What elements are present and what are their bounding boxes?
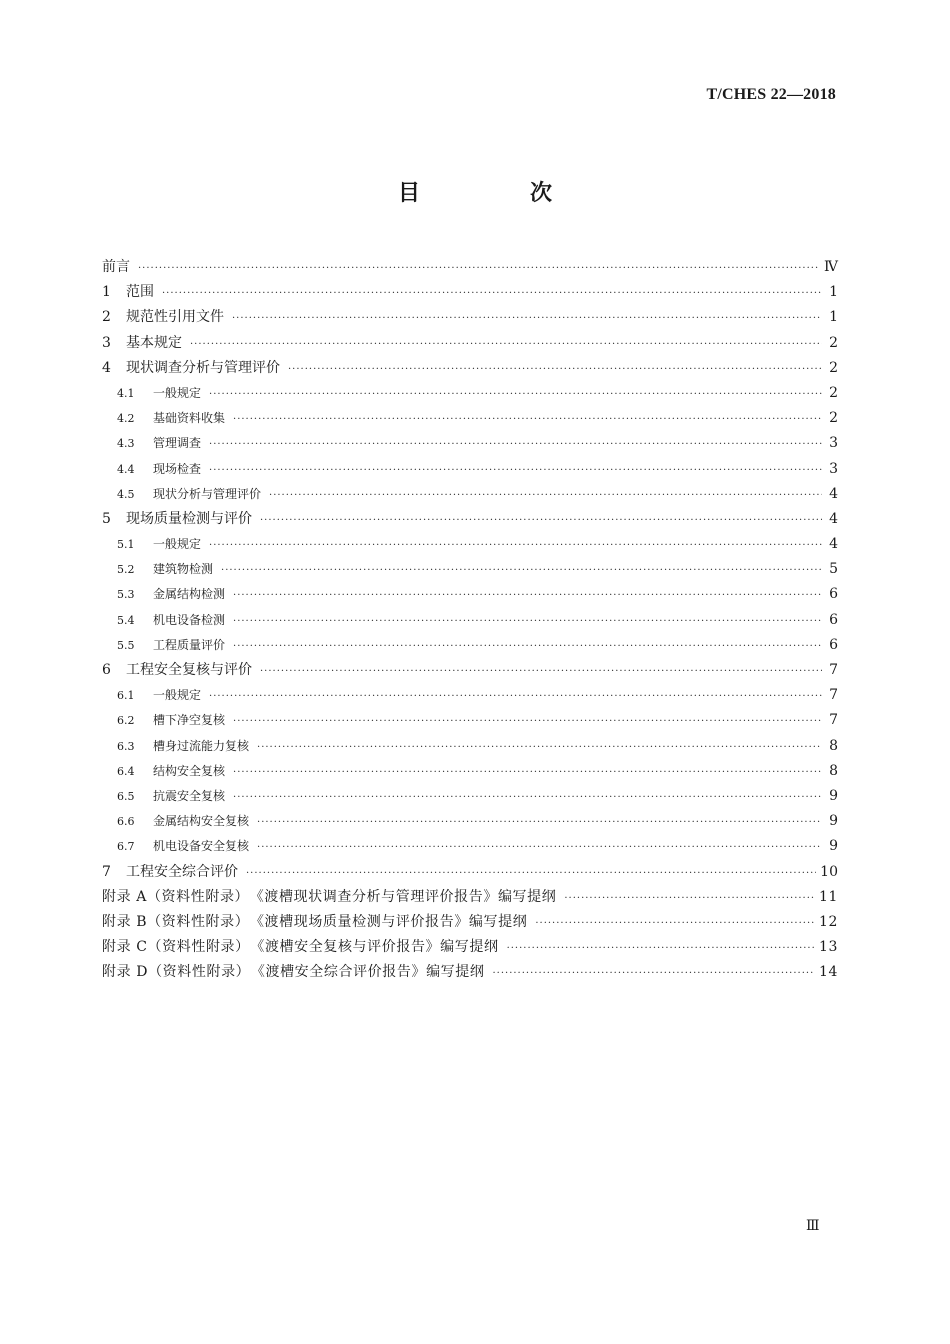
toc-entry[interactable]: [102, 482, 838, 507]
toc-entry[interactable]: [102, 557, 838, 582]
toc-entry-title: 工程安全复核与评价: [126, 662, 252, 678]
toc-entry[interactable]: [102, 784, 838, 809]
toc-dot-leader: [233, 634, 822, 659]
toc-entry[interactable]: [102, 255, 838, 280]
toc-entry-title: 现状调查分析与管理评价: [126, 359, 280, 376]
toc-entry-title: 机电设备检测: [153, 612, 226, 627]
toc-entry[interactable]: [102, 356, 838, 381]
toc-entry[interactable]: [102, 734, 838, 759]
toc-dot-leader: [209, 684, 822, 709]
toc-entry[interactable]: [102, 910, 838, 935]
toc-entry-title: 结构安全复核: [153, 763, 226, 778]
toc-entry-title: 工程质量评价: [153, 637, 226, 652]
toc-entry-page: 10: [820, 863, 838, 880]
toc-dot-leader: [233, 609, 822, 634]
toc-entry[interactable]: [102, 608, 838, 633]
toc-entry-page: 1: [829, 309, 838, 326]
toc-entry-page: 3: [829, 435, 838, 452]
toc-entry[interactable]: [102, 532, 838, 557]
toc-entry[interactable]: [102, 683, 838, 708]
toc-entry-page: 8: [829, 737, 838, 754]
toc-dot-leader: [260, 508, 822, 533]
toc-entry-title: 基础资料收集: [153, 411, 226, 426]
toc-entry-number: 4.1: [117, 386, 135, 400]
toc-dot-leader: [232, 306, 822, 331]
toc-entry-number: 4.5: [117, 487, 135, 501]
toc-entry-number: 6.6: [117, 815, 135, 829]
toc-entry[interactable]: [102, 305, 838, 330]
toc-entry-page: 11: [818, 888, 838, 905]
toc-entry[interactable]: [102, 885, 838, 910]
toc-entry-page: 13: [818, 939, 838, 956]
toc-entry-title: 一般规定: [153, 688, 202, 703]
toc-entry[interactable]: [102, 507, 838, 532]
toc-entry[interactable]: [102, 406, 838, 431]
toc-entry-title: 附录 A（资料性附录） 《渡槽现状调查分析与管理评价报告》编写提纲: [102, 888, 557, 905]
toc-entry-page: 6: [829, 611, 838, 628]
toc-entry-title: 一般规定: [153, 537, 202, 552]
toc-dot-leader: [209, 533, 822, 558]
toc-entry-title: 建筑物检测: [153, 562, 214, 577]
toc-entry-title: 现状分析与管理评价: [153, 486, 262, 501]
toc-entry-page: 14: [818, 964, 838, 981]
toc-entry-number: 5.3: [117, 588, 135, 602]
toc-dot-leader: [288, 357, 822, 382]
toc-entry-title: 管理调查: [153, 436, 202, 451]
toc-entry[interactable]: [102, 331, 838, 356]
toc-dot-leader: [269, 483, 822, 508]
toc-entry[interactable]: [102, 431, 838, 456]
toc-entry-page: 2: [829, 410, 838, 427]
toc-dot-leader: [257, 735, 822, 760]
toc-entry[interactable]: [102, 457, 838, 482]
toc-dot-leader: [492, 961, 815, 986]
toc-dot-leader: [564, 886, 815, 911]
toc-entry-number: 6.3: [117, 739, 135, 753]
toc-entry-number: 5: [102, 510, 111, 527]
toc-entry-page: 2: [829, 359, 838, 376]
toc-entry-title: 工程安全综合评价: [126, 863, 238, 880]
toc-entry[interactable]: [102, 860, 838, 885]
table-of-contents: [102, 255, 838, 985]
toc-entry-number: 4.2: [117, 412, 135, 426]
toc-entry-title: 前言: [102, 259, 130, 275]
toc-entry-title: 现场质量检测与评价: [126, 510, 252, 527]
toc-dot-leader: [233, 785, 822, 810]
toc-dot-leader: [209, 432, 822, 457]
toc-entry-page: 7: [829, 662, 838, 678]
toc-entry[interactable]: [102, 708, 838, 733]
toc-dot-leader: [233, 583, 822, 608]
toc-entry-page: 4: [829, 485, 838, 502]
toc-entry-page: 4: [829, 510, 838, 527]
toc-entry-title: 基本规定: [126, 334, 182, 351]
toc-entry-number: 4: [102, 359, 111, 376]
toc-dot-leader: [209, 382, 822, 407]
toc-entry-title: 现场检查: [153, 461, 202, 476]
toc-entry[interactable]: [102, 834, 838, 859]
toc-dot-leader: [257, 810, 822, 835]
toc-entry[interactable]: [102, 759, 838, 784]
toc-dot-leader: [246, 861, 816, 886]
toc-entry-page: Ⅳ: [824, 259, 838, 275]
toc-entry[interactable]: [102, 633, 838, 658]
toc-entry-number: 5.2: [117, 563, 135, 577]
toc-dot-leader: [221, 558, 822, 583]
toc-entry-number: 2: [102, 309, 111, 326]
toc-entry-title: 槽下净空复核: [153, 713, 226, 728]
toc-entry-page: 2: [829, 334, 838, 351]
toc-entry-number: 6.4: [117, 764, 135, 778]
toc-entry-title: 范围: [126, 284, 154, 301]
toc-entry-page: 9: [829, 813, 838, 830]
toc-entry-number: 5.1: [117, 538, 135, 552]
toc-entry[interactable]: [102, 381, 838, 406]
page-title: 目 次: [397, 180, 596, 206]
toc-entry-page: 3: [829, 460, 838, 477]
toc-entry-page: 6: [829, 586, 838, 603]
toc-entry-number: 5.4: [117, 613, 135, 627]
toc-entry-number: 5.5: [117, 638, 135, 652]
toc-entry-title: 附录 B（资料性附录） 《渡槽现场质量检测与评价报告》编写提纲: [102, 913, 528, 930]
toc-entry-number: 6: [102, 662, 111, 678]
toc-entry-number: 7: [102, 863, 111, 880]
toc-entry-number: 6.7: [117, 840, 135, 854]
toc-entry-title: 金属结构检测: [153, 587, 226, 602]
document-code: T/CHES 22—2018: [706, 86, 836, 103]
toc-entry-page: 2: [829, 384, 838, 401]
toc-entry-title: 规范性引用文件: [126, 309, 224, 326]
toc-entry-page: 6: [829, 636, 838, 653]
toc-dot-leader: [233, 760, 822, 785]
toc-entry-page: 12: [818, 913, 838, 930]
toc-dot-leader: [162, 281, 822, 306]
toc-entry-title: 机电设备安全复核: [153, 839, 250, 854]
toc-entry-title: 附录 D（资料性附录） 《渡槽安全综合评价报告》编写提纲: [102, 964, 485, 981]
toc-entry-page: 1: [829, 284, 838, 301]
toc-dot-leader: [535, 911, 815, 936]
toc-entry-title: 一般规定: [153, 385, 202, 400]
toc-entry-page: 7: [829, 687, 838, 704]
toc-dot-leader: [138, 256, 820, 281]
toc-entry-title: 槽身过流能力复核: [153, 738, 250, 753]
toc-entry-page: 7: [829, 712, 838, 729]
toc-entry-page: 5: [829, 561, 838, 578]
toc-entry-page: 8: [829, 762, 838, 779]
toc-dot-leader: [233, 709, 822, 734]
toc-entry-title: 附录 C（资料性附录） 《渡槽安全复核与评价报告》编写提纲: [102, 939, 499, 956]
toc-entry[interactable]: [102, 582, 838, 607]
toc-entry-title: 金属结构安全复核: [153, 814, 250, 829]
toc-entry-number: 6.2: [117, 714, 135, 728]
toc-entry-page: 9: [829, 838, 838, 855]
toc-entry-page: 4: [829, 536, 838, 553]
toc-entry-number: 4.4: [117, 462, 135, 476]
page-number: Ⅲ: [806, 1218, 820, 1234]
toc-entry-number: 1: [102, 284, 111, 301]
toc-entry[interactable]: [102, 935, 838, 960]
toc-dot-leader: [190, 332, 822, 357]
toc-entry-title: 抗震安全复核: [153, 788, 226, 803]
toc-dot-leader: [209, 458, 822, 483]
toc-entry[interactable]: [102, 960, 838, 985]
toc-entry-page: 9: [829, 787, 838, 804]
toc-entry-number: 6.1: [117, 689, 135, 703]
toc-entry-number: 4.3: [117, 437, 135, 451]
toc-entry[interactable]: [102, 280, 838, 305]
toc-dot-leader: [233, 407, 822, 432]
toc-entry[interactable]: [102, 658, 838, 683]
toc-entry-number: 6.5: [117, 789, 135, 803]
toc-entry-number: 3: [102, 334, 111, 351]
toc-entry[interactable]: [102, 809, 838, 834]
toc-dot-leader: [507, 936, 815, 961]
toc-dot-leader: [260, 659, 822, 684]
toc-dot-leader: [257, 835, 822, 860]
